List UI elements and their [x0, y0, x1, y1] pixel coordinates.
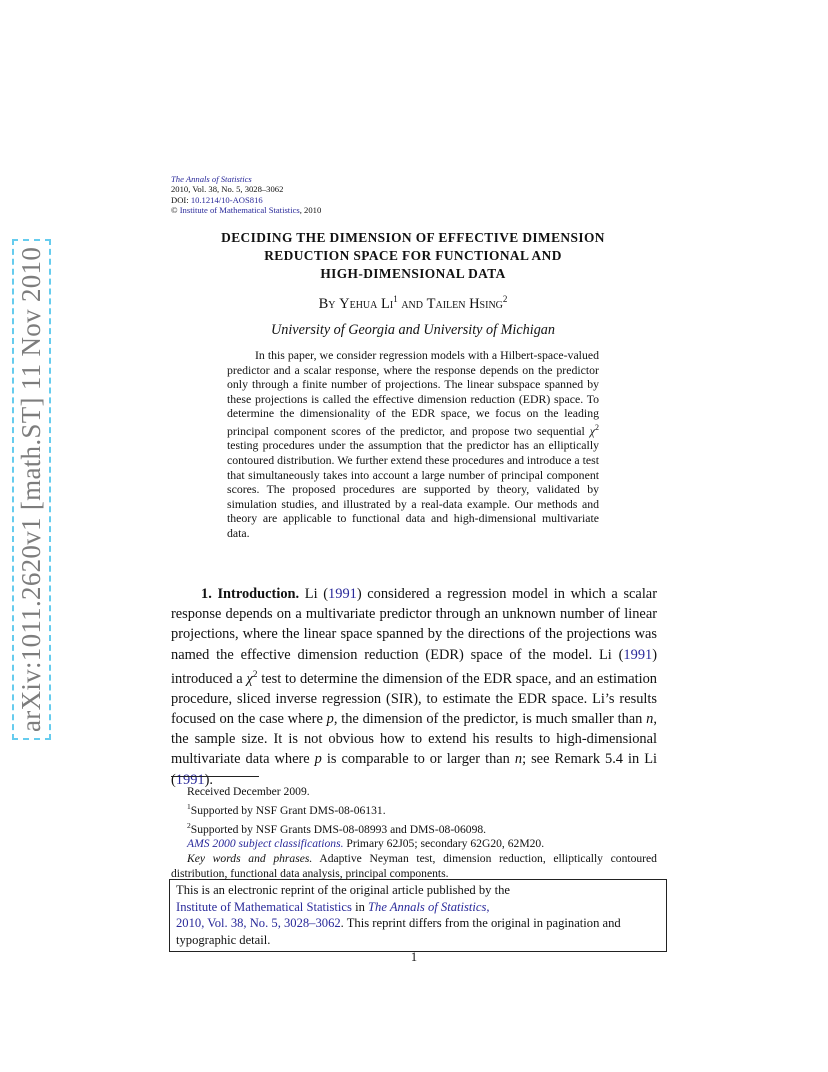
publisher-link[interactable]: Institute of Mathematical Statistics — [179, 204, 300, 215]
doi-line: DOI: 10.1214/10-AOS816 — [171, 194, 263, 205]
by-word: By — [318, 295, 336, 312]
ams-classifications: AMS 2000 subject classifications. Primary 62J05; secondary 62G20, 62M20. — [187, 837, 545, 851]
arxiv-identifier-stamp: arXiv:1011.2620v1 [math.ST] 11 Nov 2010 — [12, 239, 51, 740]
author-line: By Yehua Li$^1$ and Tailen Hsing$^2$ — [318, 294, 508, 312]
volume-link[interactable]: 2010, Vol. 38, No. 5, 3028–3062 — [176, 916, 341, 930]
journal-header — [171, 174, 321, 215]
citation-li-1991[interactable]: 1991 — [623, 646, 653, 663]
affiliation: University of Georgia and University of Michigan — [271, 322, 555, 338]
page-number: 1 — [410, 950, 418, 964]
paper-title: DECIDING THE DIMENSION OF EFFECTIVE DIMENSION REDUCTION SPACE FOR FUNCTIONAL AND HIGH-DIMENSIONAL DATA — [221, 230, 605, 281]
footnote-divider — [171, 776, 259, 777]
author-hsing: Tailen Hsing — [426, 295, 503, 312]
footnote-mark-2: 2 — [502, 294, 508, 304]
citation-li-1991[interactable]: 1991 — [328, 586, 357, 602]
reprint-notice: This is an electronic reprint of the original article published by the Institute of Mathematical Statistics in The Annals of Statistics, 2010, Vol. 38, No. 5, 3028–3062. This reprint differs from the original in pagination and typographic detail. — [169, 879, 667, 952]
footnote-2: $^2$Supported by NSF Grants DMS-08-08993 and DMS-08-06098. — [187, 820, 487, 836]
copyright-line: © Institute of Mathematical Statistics, 2010 — [171, 204, 322, 215]
publisher-link[interactable]: Institute of Mathematical Statistics — [176, 899, 352, 914]
journal-name-link[interactable]: The Annals of Statistics — [171, 174, 252, 184]
journal-link[interactable]: The Annals of Statistics — [368, 899, 487, 914]
section-heading: 1. Introduction. — [201, 586, 300, 602]
author-li: Yehua Li — [339, 295, 394, 312]
volume-line: 2010, Vol. 38, No. 5, 3028–3062 — [171, 184, 284, 195]
footnote-1: $^1$Supported by NSF Grant DMS-08-06131. — [187, 801, 386, 817]
footnote-mark-1: 1 — [393, 294, 398, 304]
received-date: Received December 2009. — [187, 785, 310, 798]
abstract: In this paper, we consider regression models with a Hilbert-space-valued predictor and a scalar response, where the response depends on the predictor only through a finite number of projections. The linear subspace spanned by these projections is called the effective dimension reduction (EDR) space. To determine the dimensionality of the EDR space, we focus on the leading principal component scores of the predictor, and propose two sequential $\chi^2$ testing procedures under the assumption that the predictor has an elliptically contoured distribution. We further extend these procedures and introduce a test that simultaneously takes into account a large number of principal component scores. The proposed procedures are supported by theory, validated by simulation studies, and illustrated by a real-data example. Our methods and theory are applicable to functional data and high-dimensional multivariate data. — [227, 348, 599, 541]
footnotes — [171, 785, 657, 882]
copyright-icon: © — [171, 204, 178, 215]
citation-li-1991[interactable]: 1991 — [175, 771, 205, 788]
doi-link[interactable]: 10.1214/10-AOS816 — [190, 194, 263, 205]
keywords: Key words and phrases. Adaptive Neyman test, dimension reduction, elliptically contoured distribution, functional data analysis, principal components. — [171, 852, 657, 881]
introduction-paragraph: 1. Introduction. Li (1991) considered a regression model in which a scalar response depends on a multivariate predictor through an unknown number of linear projections, where the linear space spanned by the directions of the projections was named the effective dimension reduction (EDR) space of the model. Li (1991) introduced a $\chi^2$ test to determine the dimension of the EDR space, and an estimation procedure, sliced inverse regression (SIR), to estimate the EDR space. Li’s results focused on the case where p, the dimension of the predictor, is much smaller than n, the sample size. It is not obvious how to extend his results to high-dimensional multivariate data where p is comparable to or larger than n; see Remark 5.4 in Li (1991). — [171, 586, 658, 788]
ams-classification-link[interactable]: AMS 2000 subject classifications. — [187, 837, 344, 851]
